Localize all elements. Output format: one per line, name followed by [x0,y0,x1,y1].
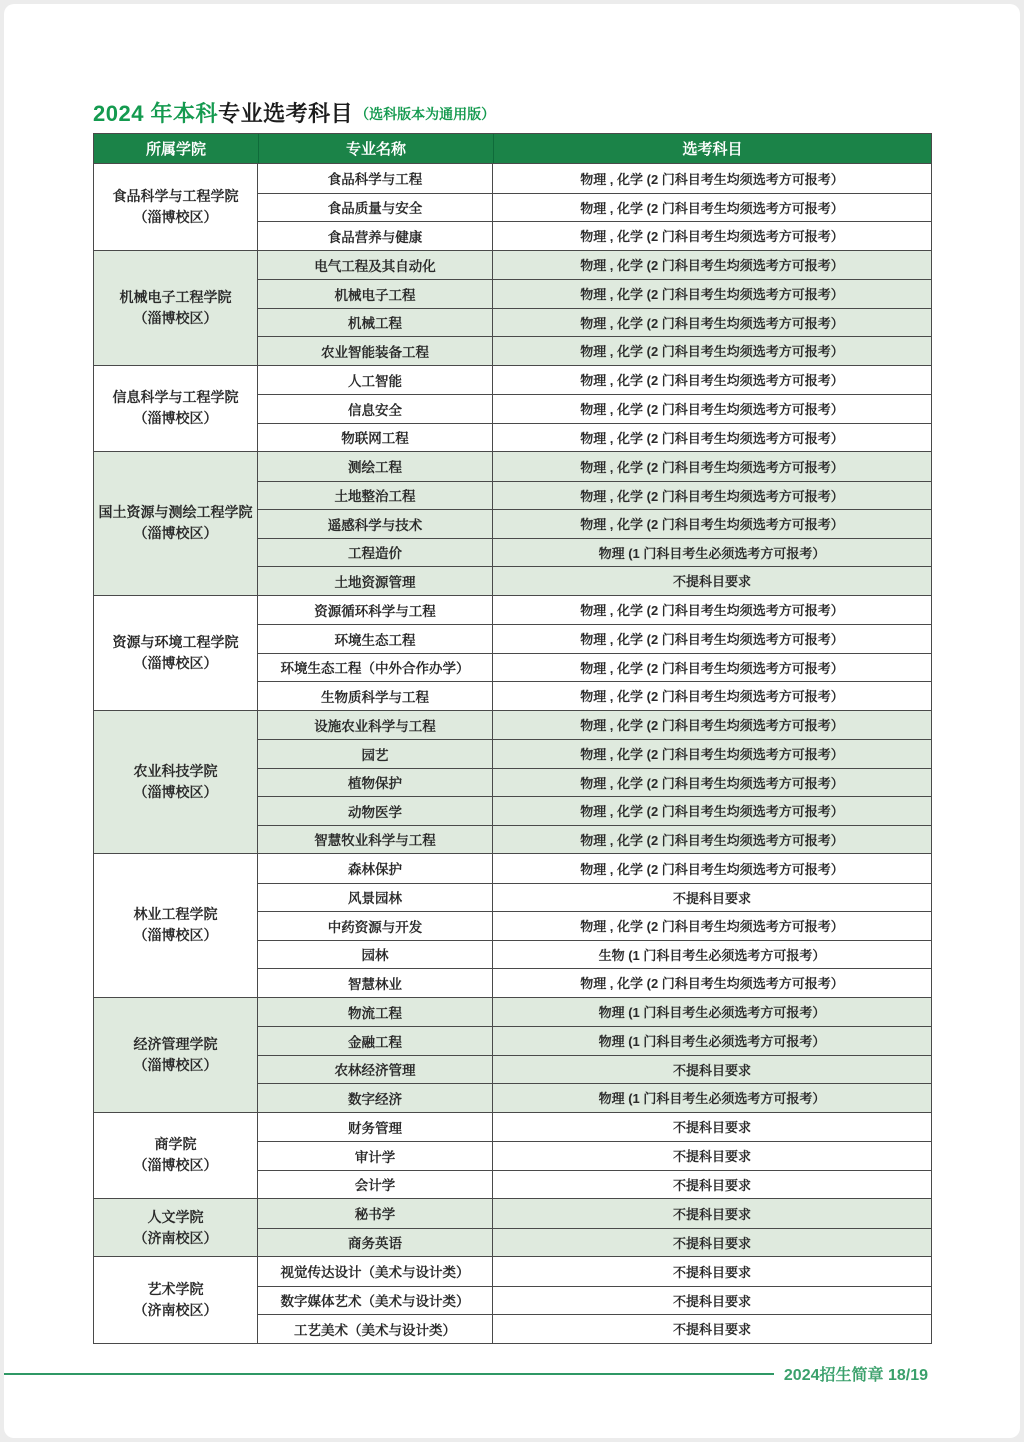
subject-requirement-cell: 物理 , 化学 (2 门科目考生均须选考方可报考） [580,632,844,648]
subject-requirement-cell: 物理 , 化学 (2 门科目考生均须选考方可报考） [580,402,844,418]
major-name-cell: 园林 [258,941,493,969]
subject-requirement-cell: 物理 , 化学 (2 门科目考生均须选考方可报考） [580,976,844,992]
college-campus: （淄博校区） [133,1157,218,1174]
subject-requirement-cell: 不提科目要求 [672,574,751,590]
college-cell [94,854,258,997]
major-name-cell: 物联网工程 [258,424,493,452]
subject-requirement-cell: 不提科目要求 [672,1120,751,1136]
college-group [94,451,931,595]
college-cell [94,366,258,452]
subjects-table [93,133,932,1344]
subject-requirement-cell: 物理 (1 门科目考生必须选考方可报考） [598,1091,826,1107]
subject-requirement-cell: 物理 , 化学 (2 门科目考生均须选考方可报考） [580,689,844,705]
college-group [94,595,931,710]
major-rows [258,596,931,710]
subject-requirement-cell: 物理 , 化学 (2 门科目考生均须选考方可报考） [580,919,844,935]
column-header: 专业名称 [258,134,493,163]
major-name-cell: 农林经济管理 [258,1056,493,1084]
college-name: 艺术学院 [147,1280,204,1297]
table-row [258,1113,931,1142]
college-name: 人文学院 [147,1208,204,1225]
college-campus: （淄博校区） [133,410,218,427]
major-name-cell: 设施农业科学与工程 [258,711,493,740]
table-row [258,1257,931,1286]
college-group [94,1256,931,1343]
subject-requirement-cell: 物理 (1 门科目考生必须选考方可报考） [598,1034,826,1050]
major-name-cell: 人工智能 [258,366,493,395]
college-cell [94,251,258,365]
major-name-cell: 商务英语 [258,1229,493,1257]
major-name-cell: 金融工程 [258,1027,493,1055]
table-row [258,193,931,222]
major-name-cell: 资源循环科学与工程 [258,596,493,625]
table-row [258,911,931,940]
table-row [258,509,931,538]
major-name-cell: 物流工程 [258,998,493,1027]
table-row [258,423,931,452]
major-name-cell: 农业智能装备工程 [258,337,493,365]
major-name-cell: 环境生态工程（中外合作办学） [258,654,493,682]
page-title-note: （选科版本为通用版） [355,106,496,122]
subject-requirement-cell: 不提科目要求 [672,1264,751,1280]
table-row [258,883,931,912]
major-name-cell: 电气工程及其自动化 [258,251,493,280]
subject-requirement-cell: 物理 , 化学 (2 门科目考生均须选考方可报考） [580,775,844,791]
major-name-cell: 审计学 [258,1142,493,1170]
subject-requirement-cell: 物理 , 化学 (2 门科目考生均须选考方可报考） [580,430,844,446]
major-name-cell: 工程造价 [258,539,493,567]
subject-requirement-cell: 物理 , 化学 (2 门科目考生均须选考方可报考） [580,200,844,216]
college-group [94,250,931,365]
table-row [258,681,931,710]
table-row [258,1286,931,1315]
major-name-cell: 数字媒体艺术（美术与设计类） [258,1287,493,1315]
college-cell [94,452,258,595]
page-title-year: 2024 年本科 [93,101,219,126]
table-row [258,1026,931,1055]
college-cell [94,1113,258,1199]
column-header: 所属学院 [145,141,206,158]
table-row [258,796,931,825]
subject-requirement-cell: 物理 , 化学 (2 门科目考生均须选考方可报考） [580,171,844,187]
major-name-cell: 生物质科学与工程 [258,682,493,710]
college-cell [94,711,258,854]
subject-requirement-cell: 物理 , 化学 (2 门科目考生均须选考方可报考） [580,459,844,475]
major-rows [258,1257,931,1343]
table-row [258,221,931,250]
table-row [258,1314,931,1343]
page [4,4,1020,1438]
major-name-cell: 工艺美术（美术与设计类） [258,1315,493,1343]
footer-page-label: 2024招生简章 18/19 [783,1367,928,1384]
table-row [258,624,931,653]
table-row [258,998,931,1027]
table-row [258,394,931,423]
table-row [258,538,931,567]
major-name-cell: 食品营养与健康 [258,222,493,250]
college-name: 机械电子工程学院 [119,288,232,305]
table-row [258,711,931,740]
page-title-main: 专业选考科目 [218,101,354,126]
major-rows [258,366,931,452]
table-row [258,854,931,883]
subject-requirement-cell: 物理 , 化学 (2 门科目考生均须选考方可报考） [580,804,844,820]
table-row [258,940,931,969]
college-name: 资源与环境工程学院 [112,633,239,650]
table-row [258,596,931,625]
table-row [258,1141,931,1170]
subject-requirement-cell: 不提科目要求 [672,1322,751,1338]
major-rows [258,164,931,250]
college-campus: （淄博校区） [133,208,218,225]
subject-requirement-cell: 不提科目要求 [672,1206,751,1222]
college-campus: （淄博校区） [133,654,218,671]
major-name-cell: 秘书学 [258,1199,493,1228]
college-name: 经济管理学院 [133,1035,218,1052]
footer-divider-line [4,1373,774,1375]
major-rows [258,452,931,595]
college-group [94,365,931,452]
college-campus: （淄博校区） [133,309,218,326]
table-row [258,1228,931,1257]
college-group [94,164,931,250]
college-group [94,997,931,1112]
major-name-cell: 财务管理 [258,1113,493,1142]
major-name-cell: 机械电子工程 [258,280,493,308]
major-rows [258,998,931,1112]
subject-requirement-cell: 物理 , 化学 (2 门科目考生均须选考方可报考） [580,315,844,331]
major-name-cell: 食品质量与安全 [258,194,493,222]
college-campus: （淄博校区） [133,927,218,944]
table-row [258,653,931,682]
table-row [258,251,931,280]
table-row [258,452,931,481]
major-rows [258,1199,931,1256]
table-row [258,968,931,997]
major-name-cell: 中药资源与开发 [258,912,493,940]
major-name-cell: 测绘工程 [258,452,493,481]
major-name-cell: 食品科学与工程 [258,164,493,193]
column-header: 选考科目 [493,134,931,163]
college-campus: （淄博校区） [133,1056,218,1073]
college-cell [94,164,258,250]
college-group [94,853,931,997]
college-group [94,1112,931,1199]
major-rows [258,1113,931,1199]
subject-requirement-cell: 物理 , 化学 (2 门科目考生均须选考方可报考） [580,660,844,676]
college-campus: （淄博校区） [133,783,218,800]
table-row [258,768,931,797]
table-row [258,1083,931,1112]
college-name: 林业工程学院 [133,906,218,923]
college-cell [94,1199,258,1256]
subject-requirement-cell: 不提科目要求 [672,1293,751,1309]
college-name: 国土资源与测绘工程学院 [98,504,253,521]
major-name-cell: 智慧林业 [258,969,493,997]
subject-requirement-cell: 物理 , 化学 (2 门科目考生均须选考方可报考） [580,832,844,848]
subject-requirement-cell: 物理 (1 门科目考生必须选考方可报考） [598,1005,826,1021]
page-footer [4,1362,928,1385]
major-name-cell: 机械工程 [258,309,493,337]
subject-requirement-cell: 不提科目要求 [672,1235,751,1251]
subject-requirement-cell: 物理 , 化学 (2 门科目考生均须选考方可报考） [580,517,844,533]
subject-requirement-cell: 物理 , 化学 (2 门科目考生均须选考方可报考） [580,344,844,360]
major-name-cell: 数字经济 [258,1084,493,1112]
major-name-cell: 智慧牧业科学与工程 [258,826,493,854]
table-row [258,1199,931,1228]
major-name-cell: 动物医学 [258,797,493,825]
table-header-row [94,134,931,164]
table-row [258,308,931,337]
major-name-cell: 土地资源管理 [258,567,493,595]
subject-requirement-cell: 不提科目要求 [672,890,751,906]
college-cell [94,1257,258,1343]
table-row [258,566,931,595]
subject-requirement-cell: 生物 (1 门科目考生必须选考方可报考） [598,947,826,963]
major-name-cell: 森林保护 [258,854,493,883]
subject-requirement-cell: 物理 , 化学 (2 门科目考生均须选考方可报考） [580,488,844,504]
major-rows [258,251,931,365]
table-row [258,279,931,308]
subject-requirement-cell: 物理 , 化学 (2 门科目考生均须选考方可报考） [580,229,844,245]
college-name: 信息科学与工程学院 [112,389,239,406]
table-row [258,481,931,510]
college-name: 食品科学与工程学院 [112,187,239,204]
table-row [258,366,931,395]
subject-requirement-cell: 物理 , 化学 (2 门科目考生均须选考方可报考） [580,373,844,389]
subject-requirement-cell: 物理 , 化学 (2 门科目考生均须选考方可报考） [580,718,844,734]
subject-requirement-cell: 物理 , 化学 (2 门科目考生均须选考方可报考） [580,603,844,619]
table-row [258,164,931,193]
subject-requirement-cell: 物理 , 化学 (2 门科目考生均须选考方可报考） [580,287,844,303]
table-row [258,739,931,768]
major-name-cell: 视觉传达设计（美术与设计类） [258,1257,493,1286]
major-name-cell: 土地整治工程 [258,482,493,510]
subject-requirement-cell: 不提科目要求 [672,1149,751,1165]
college-cell [94,596,258,710]
major-rows [258,854,931,997]
subject-requirement-cell: 物理 (1 门科目考生必须选考方可报考） [598,545,826,561]
major-name-cell: 环境生态工程 [258,625,493,653]
subject-requirement-cell: 物理 , 化学 (2 门科目考生均须选考方可报考） [580,861,844,877]
major-name-cell: 风景园林 [258,884,493,912]
table-row [258,1055,931,1084]
subject-requirement-cell: 不提科目要求 [672,1177,751,1193]
table-row [258,825,931,854]
college-cell [94,998,258,1112]
subject-requirement-cell: 不提科目要求 [672,1062,751,1078]
college-group [94,710,931,854]
college-name: 农业科技学院 [133,762,218,779]
college-campus: （淄博校区） [133,525,218,542]
major-name-cell: 会计学 [258,1171,493,1199]
major-name-cell: 园艺 [258,740,493,768]
college-campus: （济南校区） [133,1229,218,1246]
college-name: 商学院 [154,1136,197,1153]
subject-requirement-cell: 物理 , 化学 (2 门科目考生均须选考方可报考） [580,258,844,274]
major-rows [258,711,931,854]
table-row [258,336,931,365]
college-group [94,1198,931,1256]
subject-requirement-cell: 物理 , 化学 (2 门科目考生均须选考方可报考） [580,747,844,763]
major-name-cell: 遥感科学与技术 [258,510,493,538]
major-name-cell: 信息安全 [258,395,493,423]
college-campus: （济南校区） [133,1301,218,1318]
major-name-cell: 植物保护 [258,769,493,797]
page-title [93,97,495,128]
table-row [258,1170,931,1199]
